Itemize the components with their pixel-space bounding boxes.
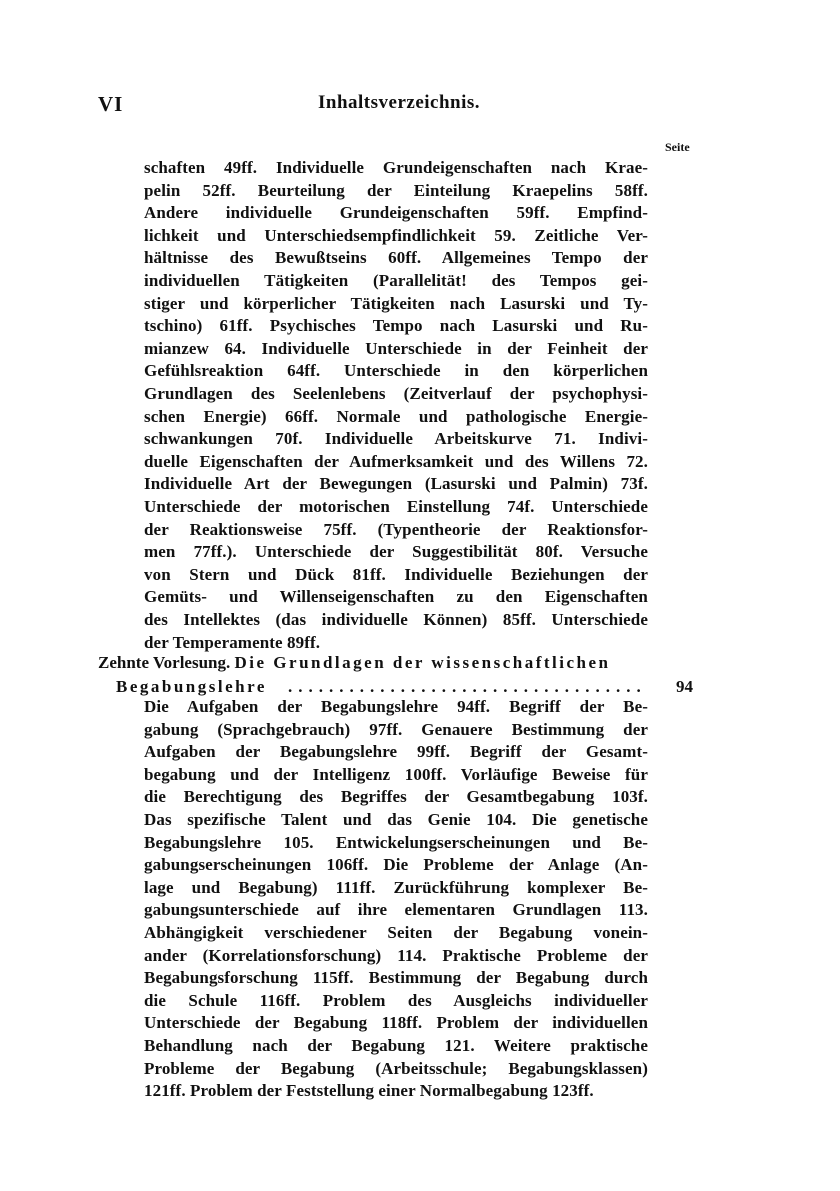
text-line: lichkeit und Unterschiedsempfindlichkeit 59. Zeitliche Ver- [144,225,648,245]
text-line: Behandlung nach der Begabung 121. Weitere praktische [144,1036,648,1055]
text-line: gabungserscheinungen 106ff. Die Probleme der Anlage (An- [144,855,648,875]
lecture-label: Zehnte Vorlesung. [98,653,231,672]
text-line: ander (Korrelationsforschung) 114. Praktische Probleme der [144,945,648,965]
running-title: Inhaltsverzeichnis. [318,92,481,113]
text-line: Unterschiede der Begabung 118ff. Problem der individuellen [144,1013,648,1033]
text-line: Das spezifische Talent und das Genie 104. Die genetische [144,810,648,829]
text-line: tschino) 61ff. Psychisches Tempo nach Lasurski und Ru- [144,316,648,336]
text-line: lage und Begabung) 111ff. Zurückführung komplexer Be- [144,877,648,897]
text-line: mianzew 64. Individuelle Unterschiede in der Feinheit der [144,338,648,358]
text-line: duelle Eigenschaften der Aufmerksamkeit und des Willens 72. [144,451,648,471]
lecture-page-number: 94 [676,677,693,696]
text-line: Probleme der Begabung (Arbeitsschule; Begabungsklassen) [144,1058,648,1078]
text-line: Unterschiede der motorischen Einstellung 74f. Unterschiede [144,497,648,516]
text-line: Gefühlsreaktion 64ff. Unterschiede in den körperlichen [144,361,648,381]
text-line: Abhängigkeit verschiedener Seiten der Begabung vonein- [144,923,648,942]
text-line: von Stern und Dück 81ff. Individuelle Beziehungen der [144,564,648,584]
text-line: begabung und der Intelligenz 100ff. Vorläufige Beweise für [144,764,648,784]
text-line: Gemüts- und Willenseigenschaften zu den Eigenschaften [144,587,648,607]
text-line: men 77ff.). Unterschiede der Suggestibilität 80f. Versuche [144,542,648,562]
text-line: Aufgaben der Begabungslehre 99ff. Begriff der Gesamt- [144,742,648,762]
lecture-title-part1: Die Grundlagen der wissenschaftlichen [234,653,611,672]
text-line: pelin 52ff. Beurteilung der Einteilung Kraepelins 58ff. [144,180,648,200]
page-number: VI [98,92,124,116]
text-line: die Schule 116ff. Problem des Ausgleichs individueller [144,990,648,1010]
lecture-heading-line [98,652,611,674]
text-line: gabung (Sprachgebrauch) 97ff. Genauere Bestimmung der [144,719,648,739]
lecture-title-part2: Begabungslehre [116,677,267,696]
text-line: schaften 49ff. Individuelle Grundeigenschaften nach Krae- [144,158,648,177]
text-line: gabungsunterschiede auf ihre elementaren Grundlagen 113. [144,900,648,920]
text-line: die Berechtigung des Begriffes der Gesamtbegabung 103f. [144,787,648,807]
text-line: schen Energie) 66ff. Normale und pathologische Energie- [144,406,648,426]
text-line: individuellen Tätigkeiten (Parallelität! des Tempos gei- [144,271,648,290]
text-line: Andere individuelle Grundeigenschaften 59ff. Empfind- [144,203,648,223]
text-line: Begabungslehre 105. Entwickelungserscheinungen und Be- [144,832,648,852]
text-line: Begabungsforschung 115ff. Bestimmung der Begabung durch [144,968,648,988]
text-line: stiger und körperlicher Tätigkeiten nach Lasurski und Ty- [144,293,648,313]
text-line: des Intellektes (das individuelle Können) 85ff. Unterschiede [144,610,648,629]
seite-column-label: Seite [665,140,690,154]
toc-entry-tenth-lecture [98,652,698,702]
dot-leaders: ................................... [288,677,647,696]
text-line: der Temperamente 89ff. [144,632,321,652]
text-line: Die Aufgaben der Begabungslehre 94ff. Begriff der Be- [144,697,648,716]
text-line: Grundlagen des Seelenlebens (Zeitverlauf der psychophysi- [144,384,648,403]
text-line: hältnisse des Bewußtseins 60ff. Allgemeines Tempo der [144,248,648,268]
text-line: schwankungen 70f. Individuelle Arbeitskurve 71. Indivi- [144,429,648,449]
text-line: der Reaktionsweise 75ff. (Typentheorie der Reaktionsfor- [144,519,648,539]
text-line: 121ff. Problem der Feststellung einer Normalbegabung 123ff. [144,1081,594,1101]
page-header [0,92,840,122]
text-line: Individuelle Art der Bewegungen (Lasurski und Palmin) 73f. [144,474,648,494]
